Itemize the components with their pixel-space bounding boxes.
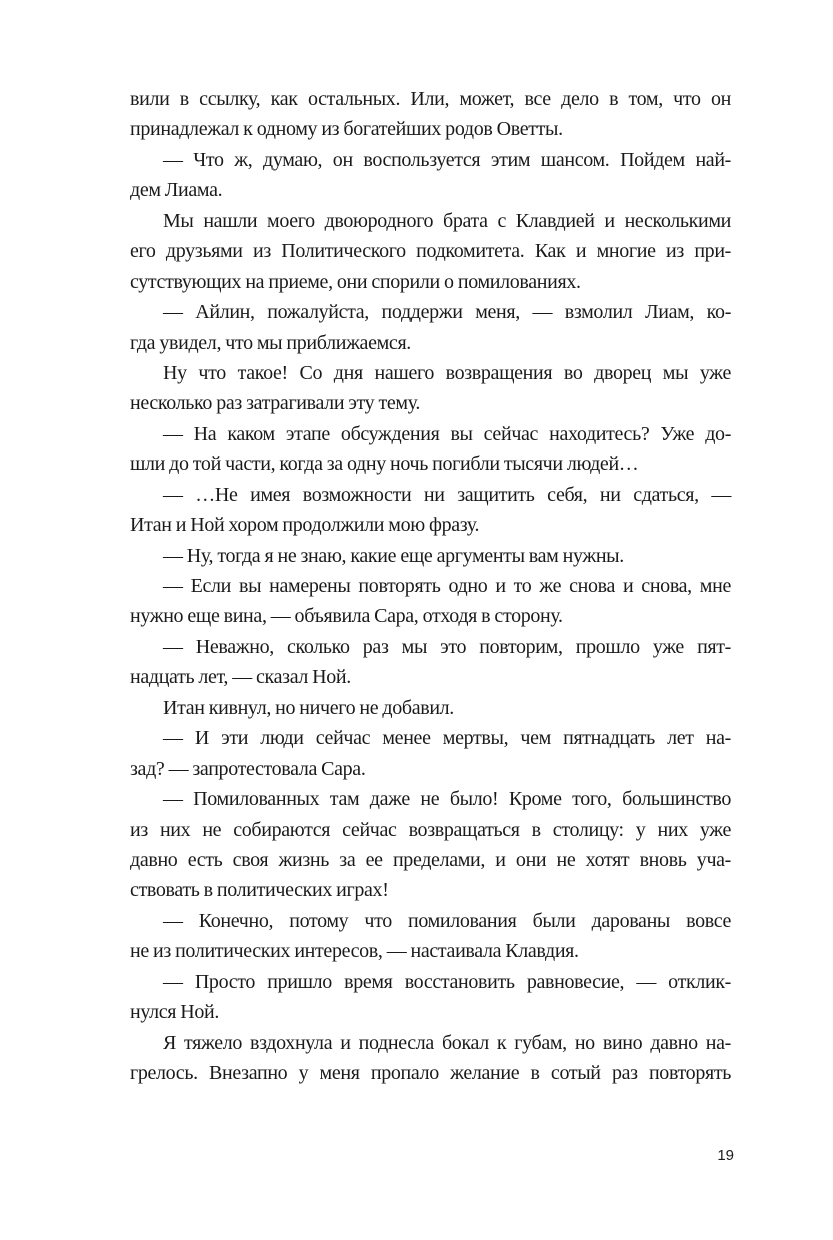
page-body-text xyxy=(130,84,731,1088)
text-line: — Если вы намерены повторять одно и то же снова и снова, мне xyxy=(163,575,731,597)
text-line: несколько раз затрагивали эту тему. xyxy=(130,392,420,415)
text-line: Итан кивнул, но ничего не добавил. xyxy=(163,696,454,719)
text-line: его друзьями из Политического подкомитета. Как и многие из при- xyxy=(130,240,731,263)
text-line: — И эти люди сейчас менее мертвы, чем пятнадцать лет на- xyxy=(163,727,731,750)
text-line: из них не собираются сейчас возвращаться в столицу: у них уже xyxy=(130,818,731,841)
text-line: — Неважно, сколько раз мы это повторим, прошло уже пят- xyxy=(163,635,731,658)
text-line: Я тяжело вздохнула и поднесла бокал к губам, но вино давно на- xyxy=(163,1031,731,1054)
text-line: — Просто пришло время восстановить равновесие, — отклик- xyxy=(163,970,731,993)
text-line: — Конечно, потому что помилования были дарованы вовсе xyxy=(163,909,731,932)
text-line: надцать лет, — сказал Ной. xyxy=(130,666,351,689)
text-line: — Помилованных там даже не было! Кроме того, большинство xyxy=(163,788,731,811)
text-line: Мы нашли моего двоюродного брата с Клавдией и несколькими xyxy=(163,209,731,232)
text-line: ствовать в политических играх! xyxy=(130,879,389,902)
text-line: — Что ж, думаю, он воспользуется этим шансом. Пойдем най- xyxy=(163,148,731,171)
text-line: Ну что такое! Со дня нашего возвращения во дворец мы уже xyxy=(163,361,731,384)
text-line: принадлежал к одному из богатейших родов Оветты. xyxy=(130,118,563,141)
text-line: сутствующих на приеме, они спорили о помилованиях. xyxy=(130,270,581,293)
text-line: дем Лиама. xyxy=(130,179,223,202)
text-line: давно есть своя жизнь за ее пределами, и они не хотят вновь уча- xyxy=(130,848,731,871)
text-line: — Айлин, пожалуйста, поддержи меня, — взмолил Лиам, ко- xyxy=(163,301,731,324)
text-line: грелось. Внезапно у меня пропало желание в сотый раз повторять xyxy=(130,1062,731,1084)
text-line: вили в ссылку, как остальных. Или, может, все дело в том, что он xyxy=(130,88,731,110)
text-line: нулся Ной. xyxy=(130,1001,220,1024)
text-line: — …Не имея возможности ни защитить себя, ни сдаться, — xyxy=(163,483,731,506)
text-line: шли до той части, когда за одну ночь погибли тысячи людей… xyxy=(130,453,639,476)
text-line: Итан и Ной хором продолжили мою фразу. xyxy=(130,514,480,537)
text-line: не из политических интересов, — настаивала Клавдия. xyxy=(130,940,579,963)
text-line: — Ну, тогда я не знаю, какие еще аргументы вам нужны. xyxy=(163,544,624,567)
page-number: 19 xyxy=(717,1147,734,1164)
text-line: гда увидел, что мы приближаемся. xyxy=(130,331,411,354)
text-line: зад? — запротестовала Сара. xyxy=(130,757,366,780)
text-line: — На каком этапе обсуждения вы сейчас находитесь? Уже до- xyxy=(163,422,731,445)
text-line: нужно еще вина, — объявила Сара, отходя в сторону. xyxy=(130,605,563,628)
